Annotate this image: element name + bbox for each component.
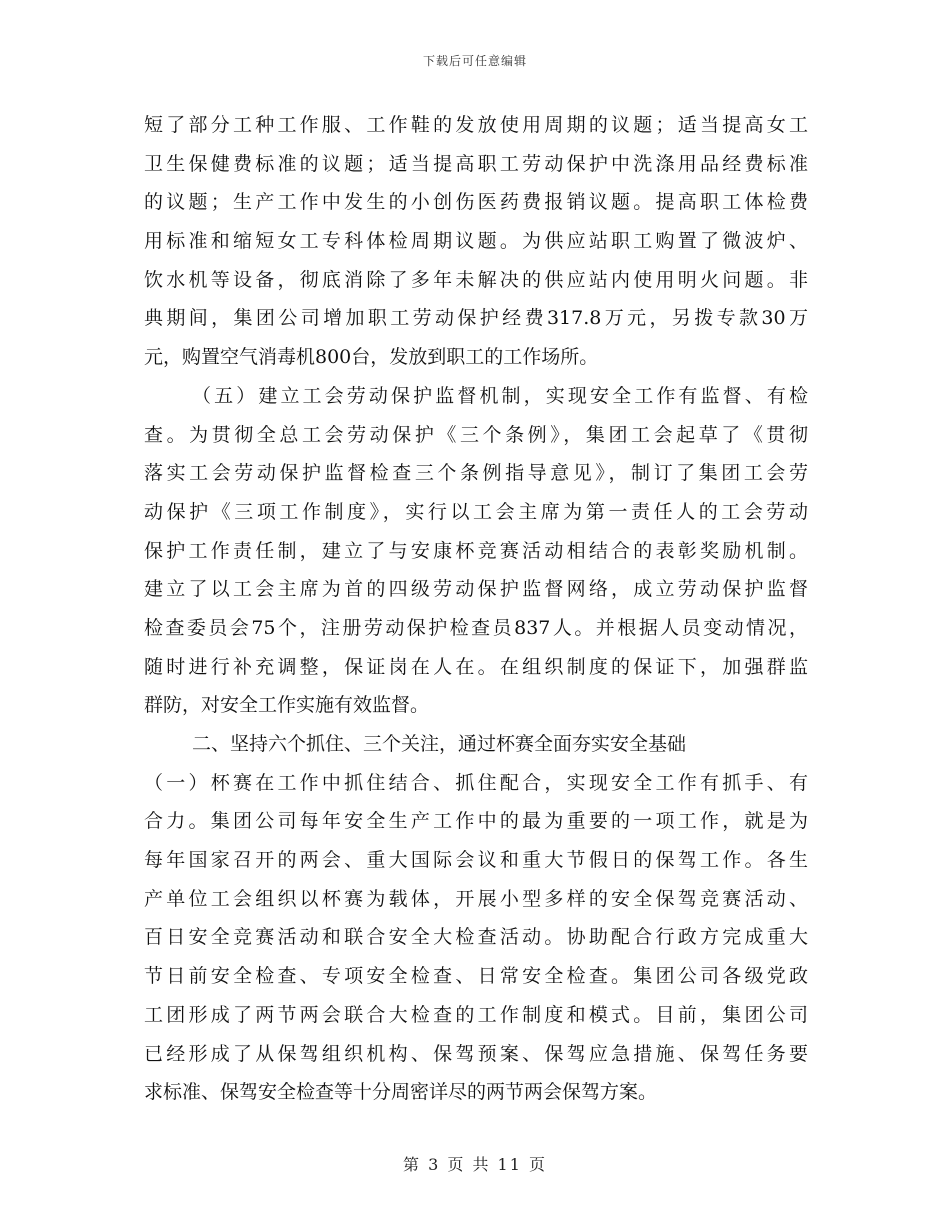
text-line: 用标准和缩短女工专科体检周期议题。为供应站职工购置了微波炉、 [144, 230, 808, 253]
text-line: 检查委员会75个，注册劳动保护检查员837人。并根据人员变动情况， [144, 616, 808, 639]
text-line: 合力。集团公司每年安全生产工作中的最为重要的一项工作，就是为 [144, 810, 808, 833]
text-line: 饮水机等设备，彻底消除了多年未解决的供应站内使用明火问题。非 [144, 268, 808, 291]
text-line: （一）杯赛在工作中抓住结合、抓住配合，实现安全工作有抓手、有 [144, 771, 808, 794]
text-line: 动保护《三项工作制度》，实行以工会主席为第一责任人的工会劳动 [144, 500, 808, 523]
text-line: 查。为贯彻全总工会劳动保护《三个条例》，集团工会起草了《贯彻 [144, 423, 808, 446]
text-line: 建立了以工会主席为首的四级劳动保护监督网络，成立劳动保护监督 [144, 578, 808, 601]
text-line: 每年国家召开的两会、重大国际会议和重大节假日的保驾工作。各生 [144, 849, 808, 872]
text-line: 群防，对安全工作实施有效监督。 [144, 694, 430, 717]
page-number-footer: 第 3 页 共 11 页 [403, 1155, 547, 1174]
text-line: 落实工会劳动保护监督检查三个条例指导意见》，制订了集团工会劳 [144, 462, 808, 485]
text-line: 短了部分工种工作服、工作鞋的发放使用周期的议题；适当提高女工 [144, 114, 808, 136]
text-line: 的议题；生产工作中发生的小创伤医药费报销议题。提高职工体检费 [144, 191, 808, 214]
section-heading: 二、坚持六个抓住、三个关注，通过杯赛全面夯实安全基础 [192, 733, 687, 755]
text-line: 元，购置空气消毒机800台，发放到职工的工作场所。 [144, 346, 599, 369]
text-line: 百日安全竞赛活动和联合安全大检查活动。协助配合行政方完成重大 [144, 926, 808, 949]
text-line: 典期间，集团公司增加职工劳动保护经费317.8万元，另拨专款30万 [144, 307, 808, 330]
page-header: 下载后可任意编辑 [422, 54, 527, 68]
text-line: 已经形成了从保驾组织机构、保驾预案、保驾应急措施、保驾任务要 [144, 1042, 808, 1065]
text-line: 保护工作责任制，建立了与安康杯竞赛活动相结合的表彰奖励机制。 [144, 539, 808, 562]
text-line: 工团形成了两节两会联合大检查的工作制度和模式。目前，集团公司 [144, 1003, 808, 1026]
text-line: 求标准、保驾安全检查等十分周密详尽的两节两会保驾方案。 [144, 1081, 658, 1104]
text-line: 产单位工会组织以杯赛为载体，开展小型多样的安全保驾竞赛活动、 [144, 887, 808, 910]
document-body [144, 106, 808, 1112]
text-line: 随时进行补充调整，保证岗在人在。在组织制度的保证下，加强群监 [144, 655, 808, 678]
text-line: 卫生保健费标准的议题；适当提高职工劳动保护中洗涤用品经费标准 [144, 152, 808, 175]
text-line: （五）建立工会劳动保护监督机制，实现安全工作有监督、有检 [192, 384, 808, 407]
text-line: 节日前安全检查、专项安全检查、日常安全检查。集团公司各级党政 [144, 965, 808, 988]
